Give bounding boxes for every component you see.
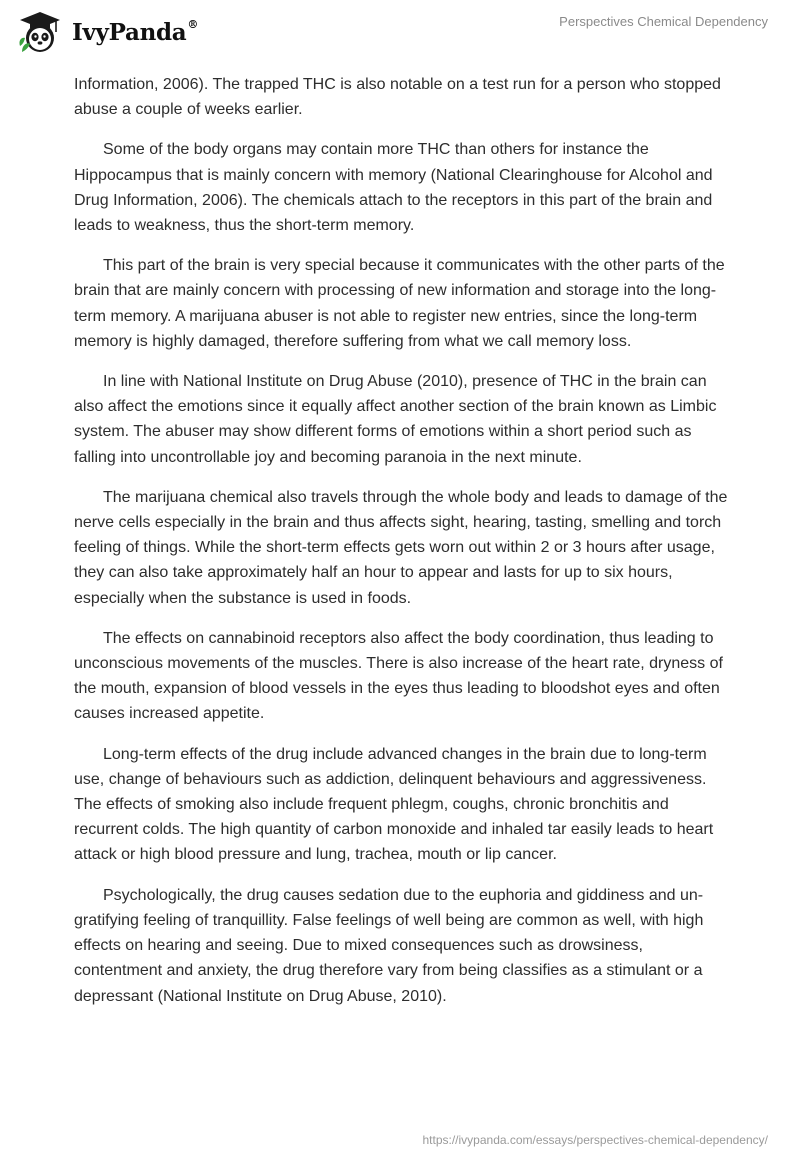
paragraph: Information, 2006). The trapped THC is also notable on a test run for a person who stopped abuse a couple of weeks earlier. [74,76,721,119]
paragraph: The marijuana chemical also travels through the whole body and leads to damage of the nerve cells especially in the brain and thus affects sight, hearing, tasting, smelling and torch feeling of things. While the short-term effects gets worn out within 2 or 3 hours after usage, they can also take approximately half an hour to appear and lasts for up to six hours, especially when the substance is used in foods. [74,488,728,607]
paragraph: Long-term effects of the drug include advanced changes in the brain due to long-term use, change of behaviours such as addiction, delinquent behaviours and aggressiveness. The effects of smoking also include frequent phlegm, coughs, chronic bronchitis and recurrent colds. The high quantity of carbon monoxide and inhaled tar easily leads to heart attack or high blood pressure and lung, trachea, mouth or lip cancer. [74,745,714,864]
brand-name: IvyPanda® [72,18,199,46]
paragraph: Psychologically, the drug causes sedation due to the euphoria and giddiness and un-gratifying feeling of tranquillity. False feelings of well being are common as well, with high effects on hearing and seeing. Due to mixed consequences such as drowsiness, contentment and anxiety, the drug therefore vary from being classifies as a stimulant or a depressant (National Institute on Drug Abuse, 2010). [74,886,704,1005]
paragraph: In line with National Institute on Drug Abuse (2010), presence of THC in the brain can also affect the emotions since it equally affect another section of the brain known as Limbic system. The abuser may show different forms of emotions within a short period such as falling into uncontrollable joy and becoming paranoia in the next minute. [74,373,717,466]
panda-graduate-icon [16,8,64,56]
ivypanda-logo[interactable] [16,8,198,56]
page-header [0,0,800,70]
paragraph: This part of the brain is very special because it communicates with the other parts of the brain that are mainly concern with processing of new information and storage into the long-term memory. A marijuana abuser is not able to register new entries, since the long-term memory is highly damaged, therefore suffering from what we call memory loss. [74,257,725,350]
source-url[interactable]: https://ivypanda.com/essays/perspectives-chemical-dependency/ [422,1133,768,1147]
paragraph: The effects on cannabinoid receptors also affect the body coordination, thus leading to unconscious movements of the muscles. There is also increase of the heart rate, dryness of the mouth, expansion of blood vessels in the eyes thus leading to bloodshot eyes and often causes increased appetite. [74,629,723,723]
paragraph: Some of the body organs may contain more THC than others for instance the Hippocampus that is mainly concern with memory (National Clearinghouse for Alcohol and Drug Information, 2006). The chemicals attach to the receptors in this part of the brain and leads to weakness, thus the short-term memory. [74,141,713,235]
essay-body [74,72,728,1024]
document-title: Perspectives Chemical Dependency [559,14,768,29]
